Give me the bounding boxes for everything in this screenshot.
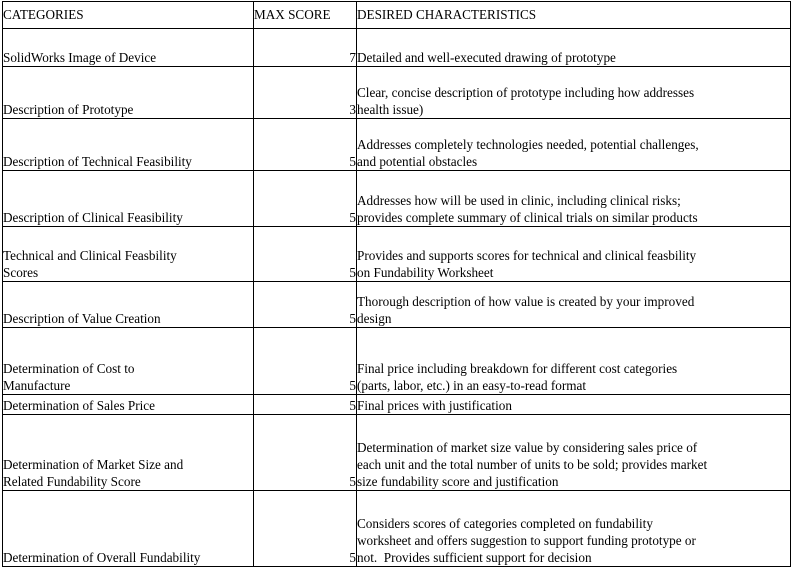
description-line: health issue): [357, 101, 424, 117]
description-line: Addresses how will be used in clinic, including clinical risks;: [357, 192, 681, 208]
table-row: [3, 395, 791, 415]
max-score-cell: 7: [254, 29, 357, 67]
description-line: worksheet and offers suggestion to support funding prototype or: [357, 532, 696, 548]
description-cell: [357, 227, 791, 282]
category-line: Determination of Overall Fundability: [3, 549, 201, 565]
column-header-max-score: MAX SCORE: [254, 2, 357, 29]
description-line: not. Provides sufficient support for decision: [357, 549, 592, 565]
table-row: [3, 67, 791, 119]
description-line: Detailed and well-executed drawing of prototype: [357, 49, 616, 65]
category-line: Determination of Sales Price: [3, 397, 155, 413]
description-cell: [357, 395, 791, 415]
description-cell: [357, 491, 791, 567]
description-line: provides complete summary of clinical trials on similar products: [357, 209, 698, 225]
description-line: Final price including breakdown for different cost categories: [357, 360, 678, 376]
category-line: Technical and Clinical Feasbility: [3, 247, 177, 263]
description-cell: [357, 29, 791, 67]
category-line: Description of Clinical Feasibility: [3, 209, 183, 225]
description-line: each unit and the total number of units to be sold; provides market: [357, 456, 708, 472]
table-row: [3, 227, 791, 282]
category-line: Description of Technical Feasibility: [3, 153, 192, 169]
column-header-categories: CATEGORIES: [3, 2, 254, 29]
category-line: Description of Prototype: [3, 101, 134, 117]
table-row: [3, 29, 791, 67]
category-cell: [3, 67, 254, 119]
category-line: Scores: [3, 264, 39, 280]
description-line: size fundability score and justification: [357, 473, 559, 489]
description-line: Thorough description of how value is created by your improved: [357, 293, 695, 309]
description-line: design: [357, 310, 392, 326]
category-line: Manufacture: [3, 377, 71, 393]
category-cell: [3, 491, 254, 567]
description-line: Provides and supports scores for technical and clinical feasbility: [357, 247, 697, 263]
category-cell: [3, 29, 254, 67]
max-score-cell: 5: [254, 491, 357, 567]
category-line: Related Fundability Score: [3, 473, 141, 489]
max-score-cell: 5: [254, 395, 357, 415]
table-body: [3, 29, 791, 567]
description-line: on Fundability Worksheet: [357, 264, 494, 280]
max-score-cell: 5: [254, 227, 357, 282]
table-header: [3, 2, 791, 29]
max-score-cell: 5: [254, 171, 357, 227]
description-cell: [357, 67, 791, 119]
category-cell: [3, 415, 254, 491]
category-cell: [3, 395, 254, 415]
description-line: (parts, labor, etc.) in an easy-to-read format: [357, 377, 587, 393]
description-cell: [357, 171, 791, 227]
category-cell: [3, 282, 254, 328]
category-cell: [3, 171, 254, 227]
description-cell: [357, 415, 791, 491]
max-score-cell: 5: [254, 282, 357, 328]
max-score-cell: 5: [254, 119, 357, 171]
table-row: [3, 282, 791, 328]
table-row: [3, 171, 791, 227]
category-line: Determination of Market Size and: [3, 456, 184, 472]
table-row: [3, 119, 791, 171]
description-line: Addresses completely technologies needed, potential challenges,: [357, 136, 699, 152]
grading-rubric-table: [2, 1, 791, 567]
description-line: Clear, concise description of prototype including how addresses: [357, 84, 695, 100]
table-row: [3, 415, 791, 491]
description-cell: [357, 282, 791, 328]
description-line: Final prices with justification: [357, 397, 512, 413]
description-line: Determination of market size value by considering sales price of: [357, 439, 698, 455]
table-header-row: [3, 2, 791, 29]
category-line: Description of Value Creation: [3, 310, 161, 326]
description-line: Considers scores of categories completed on fundability: [357, 515, 653, 531]
category-line: Determination of Cost to: [3, 360, 135, 376]
max-score-cell: 5: [254, 415, 357, 491]
description-cell: [357, 119, 791, 171]
max-score-cell: 3: [254, 67, 357, 119]
description-line: and potential obstacles: [357, 153, 478, 169]
column-header-desired-characteristics: DESIRED CHARACTERISTICS: [357, 2, 791, 29]
table-row: [3, 491, 791, 567]
table-row: [3, 328, 791, 395]
category-line: SolidWorks Image of Device: [3, 49, 157, 65]
max-score-cell: 5: [254, 328, 357, 395]
description-cell: [357, 328, 791, 395]
category-cell: [3, 328, 254, 395]
category-cell: [3, 227, 254, 282]
category-cell: [3, 119, 254, 171]
